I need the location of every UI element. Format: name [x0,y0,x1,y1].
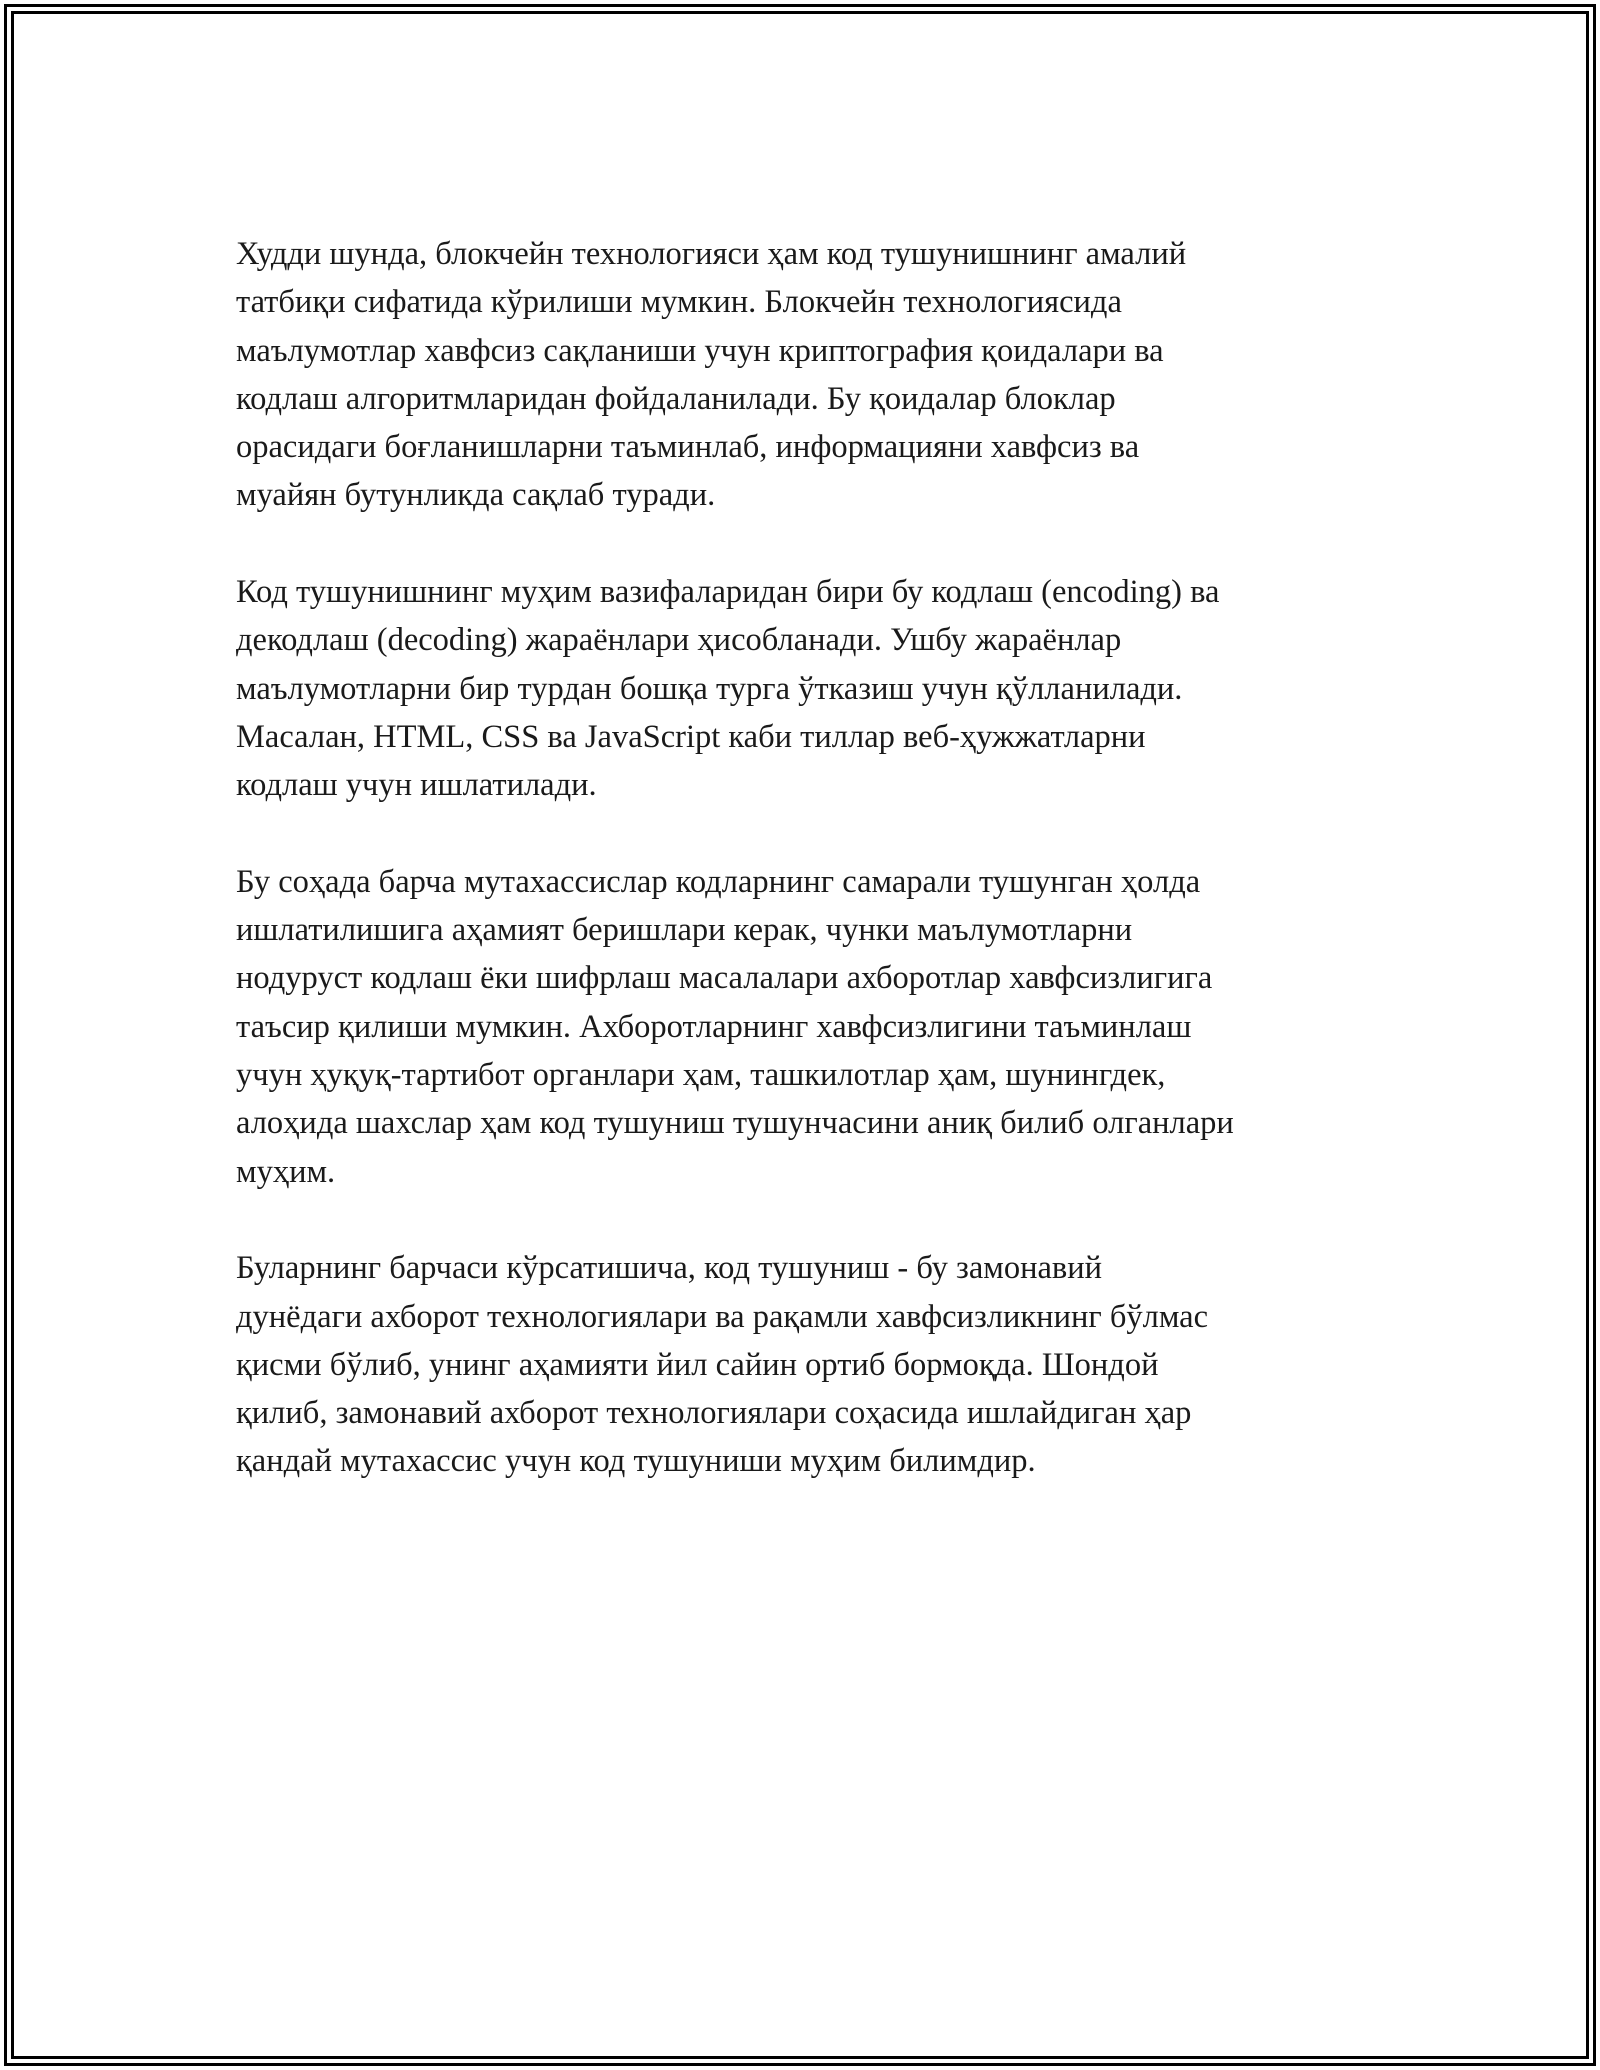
text-line: татбиқи сифатида кўрилиши мумкин. Блокчейн технологиясида [236,284,1122,321]
text-line: кодлаш учун ишлатилади. [236,767,597,804]
text-line: кодлаш алгоритмларидан фойдаланилади. Бу қоидалар блоклар [236,380,1116,417]
text-line: қандай мутахассис учун код тушуниши муҳим билимдир. [236,1443,1036,1480]
paragraph-1 [236,230,1396,520]
text-line: маълумотларни бир турдан бошқа турга ўтказиш учун қўлланилади. [236,670,1183,707]
text-line: декодлаш (decoding) жараёнлари ҳисобланади. Ушбу жараёнлар [236,622,1122,659]
text-line: таъсир қилиши мумкин. Ахборотларнинг хавфсизлигини таъминлаш [236,1008,1192,1045]
text-line: Буларнинг барчаси кўрсатишича, код тушуниш - бу замонавий [236,1250,1103,1287]
text-line: ишлатилишига аҳамият беришлари керак, чунки маълумотларни [236,912,1133,949]
text-line: қисми бўлиб, унинг аҳамияти йил сайин ортиб бормоқда. Шондой [236,1346,1159,1383]
text-line: Бу соҳада барча мутахассислар кодларнинг самарали тушунган ҳолда [236,863,1201,900]
text-line: муҳим. [236,1153,336,1190]
document-body [236,230,1396,1534]
text-line: маълумотлар хавфсиз сақланиши учун криптография қоидалари ва [236,332,1164,369]
paragraph-2 [236,568,1396,809]
text-line: Масалан, HTML, CSS ва JavaScript каби тиллар веб-ҳужжатларни [236,718,1146,755]
paragraph-3 [236,858,1396,1196]
text-line: Код тушунишнинг муҳим вазифаларидан бири бу кодлаш (encoding) ва [236,574,1220,611]
text-line: алоҳида шахслар ҳам код тушуниш тушунчасини аниқ билиб олганлари [236,1105,1234,1142]
text-line: нодуруст кодлаш ёки шифрлаш масалалари ахборотлар хавфсизлигига [236,960,1213,997]
text-line: Худди шунда, блокчейн технологияси ҳам код тушунишнинг амалий [236,236,1187,272]
paragraph-4 [236,1244,1396,1485]
text-line: учун ҳуқуқ-тартибот органлари ҳам, ташкилотлар ҳам, шунингдек, [236,1057,1166,1094]
text-line: қилиб, замонавий ахборот технологиялари соҳасида ишлайдиган ҳар [236,1395,1192,1432]
text-line: дунёдаги ахборот технологиялари ва рақамли хавфсизликнинг бўлмас [236,1298,1209,1335]
text-line: муайян бутунликда сақлаб туради. [236,477,716,514]
text-line: орасидаги боғланишларни таъминлаб, информацияни хавфсиз ва [236,429,1140,466]
